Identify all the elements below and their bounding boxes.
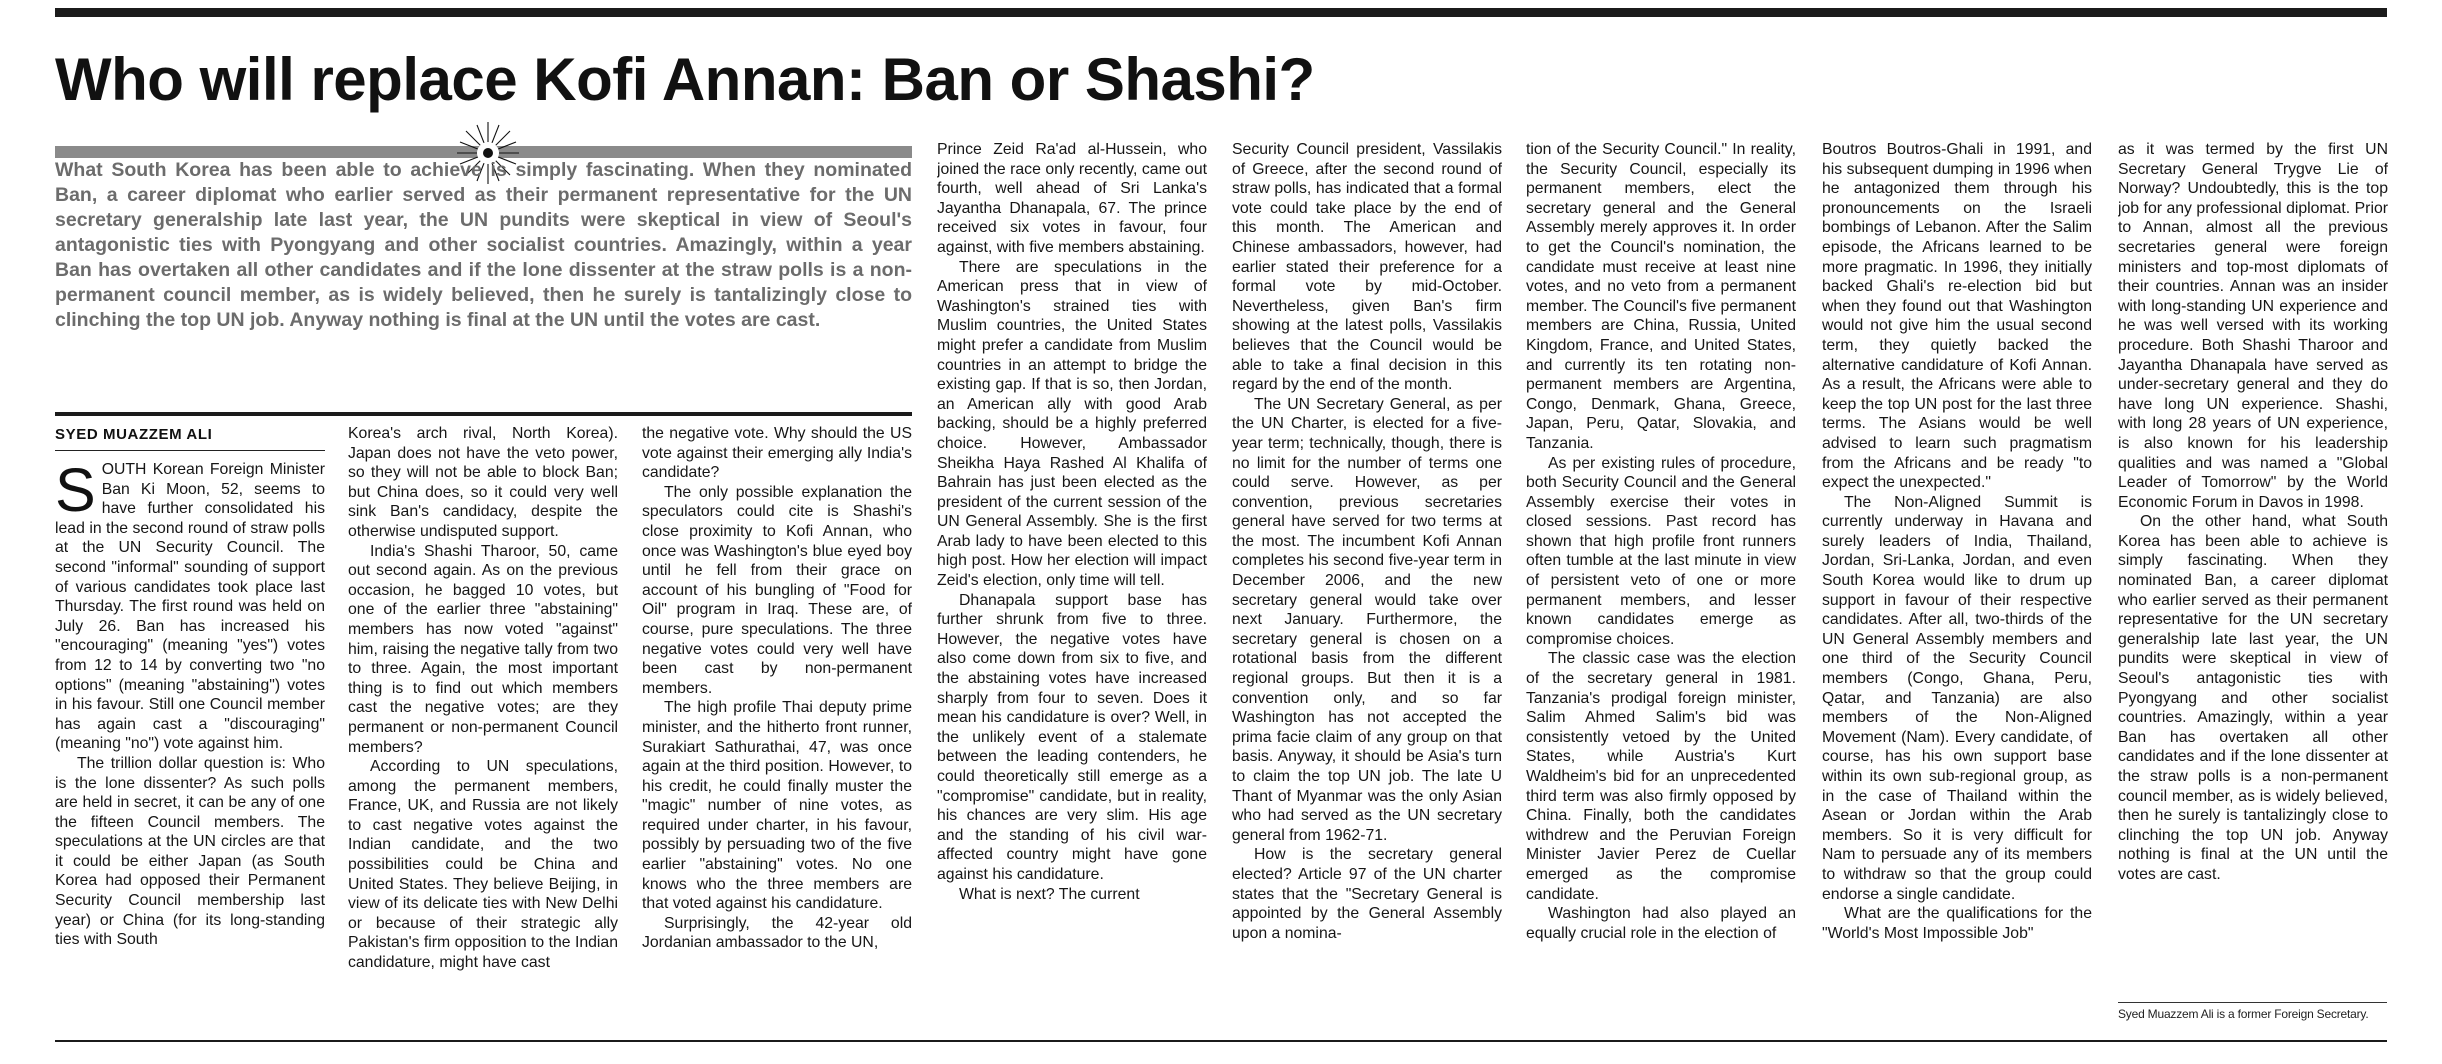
article-column-5 — [1232, 140, 1502, 1036]
article-column-2 — [348, 424, 618, 1036]
article-paragraph: Dhanapala support base has further shrunk from five to three. However, the negative votes have also come down from six to five, and the abstaining votes have increased sharply from four to seven. Does it mean his candidature is over? Well, in the unlikely event of a stalemate between the leading contenders, he could theoretically still emerge as a "compromise" candidate, but in reality, his chances are very slim. His age and the standing of his civil war-affected country might have gone against his candidature. — [937, 591, 1207, 883]
article-column-1 — [55, 460, 325, 1036]
article-paragraph: the negative vote. Why should the US vote against their emerging ally India's candidate? — [642, 425, 912, 482]
article-paragraph: As per existing rules of procedure, both Security Council and the General Assembly exercise their votes in closed sessions. Past record has shown that high profile front runners often tumble at the last minute in view of persistent veto of one or more permanent members, and lesser known candidates emerge as compromise choices. — [1526, 454, 1796, 648]
article-paragraph: According to UN speculations, among the permanent members, France, UK, and Russia are not likely to cast negative votes against the Indian candidate, and the two possibilities could be China and United States. They believe Beijing, in view of its delicate ties with New Delhi or because of their strategic ally Pakistan's firm opposition to the Indian candidature, might have cast — [348, 758, 618, 972]
article-paragraph: What are the qualifications for the "World's Most Impossible Job" — [1822, 905, 2092, 942]
article-paragraph: India's Shashi Tharoor, 50, came out second again. As on the previous occasion, he bagged 10 votes, but one of the earlier three "abstaining" members has now voted "against" him, raising the negative tally from two to three. Again, the most important thing is to find out which members cast the negative votes; are they permanent or non-permanent Council members? — [348, 542, 618, 756]
byline: SYED MUAZZEM ALI — [55, 426, 213, 443]
article-paragraph: The trillion dollar question is: Who is the lone dissenter? As such polls are held in secret, it can be any of one the fifteen Council members. The speculations at the UN circles are that it could be either Japan (as South Korea had opposed their Permanent Security Council membership last year) or China (for its long-standing ties with South — [55, 754, 325, 949]
byline-rule — [55, 450, 325, 451]
article-column-3 — [642, 424, 912, 1036]
standfirst-rule — [55, 412, 912, 416]
article-paragraph: tion of the Security Council." In reality, the Security Council, especially its permanent members, elect the secretary general and the General Assembly merely approves it. In order to get the Council's nomination, the candidate must receive at least nine votes, and no veto from a permanent member. The Council's five permanent members are China, Russia, United Kingdom, France, and United States, and currently its ten rotating non-permanent members are Argentina, Congo, Denmark, Ghana, Greece, Japan, Peru, Qatar, Slovakia, and Tanzania. — [1526, 141, 1796, 452]
article-paragraph: Washington had also played an equally crucial role in the election of — [1526, 905, 1796, 942]
article-paragraph: Security Council president, Vassilakis of Greece, after the second round of straw polls, has indicated that a formal vote could take place by the end of this month. The American and Chinese ambassadors, however, had earlier stated their preference for a formal vote by mid-October. Nevertheless, given Ban's firm showing at the latest polls, Vassilakis believes that the Council would be able to take a final decision in this regard by the end of the month. — [1232, 141, 1502, 394]
article-paragraph: There are speculations in the American press that in view of Washington's strained ties with Muslim countries, the United States might prefer a candidate from Muslim countries in an attempt to bridge the existing gap. If that is so, then Jordan, an American ally with good Arab backing, should be a highly preferred choice. However, Ambassador Sheikha Haya Rashed Al Khalifa of Bahrain has just been elected as the president of the current session of the UN General Assembly. She is the first Arab lady to have been elected to this high post. How her election will impact Zeid's election, only time will tell. — [937, 258, 1207, 590]
author-note: Syed Muazzem Ali is a former Foreign Secretary. — [2118, 1007, 2369, 1021]
standfirst: What South Korea has been able to achieve is simply fascinating. When they nominated Ban, a career diplomat who earlier served as their permanent representative for the UN secretary generalship late last year, the UN pundits were skeptical in view of Seoul's antagonistic ties with Pyongyang and other socialist countries. Amazingly, within a year Ban has overtaken all other candidates and if the lone dissenter at the straw polls is a non-permanent council member, as is widely believed, then he surely is tantalizingly close to clinching the top UN job. Anyway nothing is final at the UN until the votes are cast. — [55, 159, 912, 331]
drop-cap: S — [55, 460, 96, 524]
article-paragraph: How is the secretary general elected? Article 97 of the UN charter states that the "Secretary General is appointed by the General Assembly upon a nomina- — [1232, 846, 1502, 942]
top-rule — [55, 8, 2387, 17]
article-paragraph: as it was termed by the first UN Secretary General Trygve Lie of Norway? Undoubtedly, this is the top job for any professional diplomat. Prior to Annan, almost all the previous secretaries general were foreign ministers and top-most diplomats of their countries. Annan was an insider with long-standing UN experience and he was well versed with its working procedure. Both Shashi Tharoor and Jayantha Dhanapala have served as under-secretary general and they do have long UN experience. Shashi, with long 28 years of UN experience, is also known for his leadership qualities and was named a "Global Leader of Tomorrow" by the World Economic Forum in Davos in 1998. — [2118, 141, 2388, 511]
article-paragraph: The high profile Thai deputy prime minister, and the hitherto front runner, Surakiart Sathurathai, 47, was once again at the third position. However, to his credit, he could finally muster the "magic" number of nine votes, as required under charter, in his favour, possibly by persuading two of the five earlier "abstaining" votes. No one knows who the three members are that voted against his candidature. — [642, 699, 912, 913]
article-paragraph: Surprisingly, the 42-year old Jordanian ambassador to the UN, — [642, 914, 912, 952]
article-paragraph: What is next? The current — [959, 885, 1140, 903]
article-paragraph: The classic case was the election of the secretary general in 1981. Tanzania's prodigal foreign minister, Salim Ahmed Salim's bid was consistently vetoed by the United States, while Austria's Kurt Waldheim's bid for an unprecedented third term was also firmly opposed by China. Finally, both the candidates withdrew and the Peruvian Foreign Minister Javier Perez de Cuellar emerged as the compromise candidate. — [1526, 650, 1796, 903]
article-column-8 — [2118, 140, 2388, 996]
headline: Who will replace Kofi Annan: Ban or Shashi? — [55, 46, 1315, 113]
article-paragraph: Korea's arch rival, North Korea). Japan does not have the veto power, so they will not be able to block Ban; but China does, so it could very well sink Ban's candidacy, despite the otherwise undisputed support. — [348, 425, 618, 540]
article-paragraph: Boutros Boutros-Ghali in 1991, and his subsequent dumping in 1996 when he antagonized them through his pronouncements on the Israeli bombings of Lebanon. After the Salim episode, the Africans learned to be more pragmatic. In 1996, they initially backed Ghali's re-election bid but when they found out that Washington would not give him the usual second term, they quietly backed the alternative candidature of Kofi Annan. As a result, the Africans were able to keep the top UN post for the last three terms. The Asians would be well advised to learn such pragmatism from the Africans and be ready "to expect the unexpected." — [1822, 141, 2092, 492]
article-paragraph: The UN Secretary General, as per the UN Charter, is elected for a five-year term; technically, though, there is no limit for the number of terms one could serve. However, as per convention, previous secretaries general have served for two terms at the most. The incumbent Kofi Annan completes his second five-year term in December 2006, and the new secretary general would take over next January. Furthermore, the secretary general is chosen on a rotational basis from the different regional groups. But then it is a convention only, and so far Washington has not accepted the prima facie claim of any group on that basis. Anyway, it should be Asia's turn to claim the top UN job. The late U Thant of Myanmar was the only Asian who had served as the UN secretary general from 1962-71. — [1232, 395, 1502, 844]
article-column-6 — [1526, 140, 1796, 1036]
article-paragraph: On the other hand, what South Korea has been able to achieve is simply fascinating. When they nominated Ban, a career diplomat who earlier served as their permanent representative for the UN secretary generalship late last year, the UN pundits were skeptical in view of Seoul's antagonistic ties with Pyongyang and other socialist countries. Amazingly, within a year Ban has overtaken all other candidates and if the lone dissenter at the straw polls is a non-permanent council member, as is widely believed, then he surely is tantalizingly close to clinching the top UN job. Anyway nothing is final at the UN until the votes are cast. — [2118, 513, 2388, 883]
article-column-4 — [937, 140, 1207, 1036]
article-paragraph: Prince Zeid Ra'ad al-Hussein, who joined the race only recently, came out fourth, well ahead of Sri Lanka's Jayantha Dhanapala, 67. The prince received six votes in favour, four against, with five members abstaining. — [937, 141, 1207, 256]
author-note-rule — [2118, 1002, 2387, 1003]
bottom-rule — [55, 1040, 2387, 1042]
article-paragraph: The only possible explanation the speculators could cite is Shashi's close proximity to Kofi Annan, who once was Washington's blue eyed boy until he fell from their grace on account of his bungling of "Food for Oil" program in Iraq. These are, of course, pure speculations. The three negative votes could very well have been cast by non-permanent members. — [642, 483, 912, 697]
article-paragraph: SOUTH Korean Foreign Minister Ban Ki Moon, 52, seems to have further consolidated his lead in the second round of straw polls at the UN Security Council. The second "informal" sounding of support of various candidates took place last Thursday. The first round was held on July 26. Ban has increased his "encouraging" (meaning "yes") votes from 12 to 14 by converting two "no options" (meaning "abstaining") votes in his favour. Still one Council member has again cast a "discouraging" (meaning "no") vote against him. — [55, 460, 325, 753]
article-paragraph: The Non-Aligned Summit is currently underway in Havana and surely leaders of India, Thailand, Jordan, Sri-Lanka, Jordan, and even South Korea would like to drum up support in favour of their respective candidates. After all, two-thirds of the UN General Assembly members and one third of the Security Council members (Congo, Ghana, Peru, Qatar, and Tanzania) are also members of the Non-Aligned Movement (Nam). Every candidate, of course, has his own support base within its own sub-regional group, as in the case of Thailand within the Asean or Jordan within the Arab members. So it is very difficult for Nam to persuade any of its members to withdraw so that the group could endorse a single candidate. — [1822, 493, 2092, 903]
article-column-7 — [1822, 140, 2092, 1036]
